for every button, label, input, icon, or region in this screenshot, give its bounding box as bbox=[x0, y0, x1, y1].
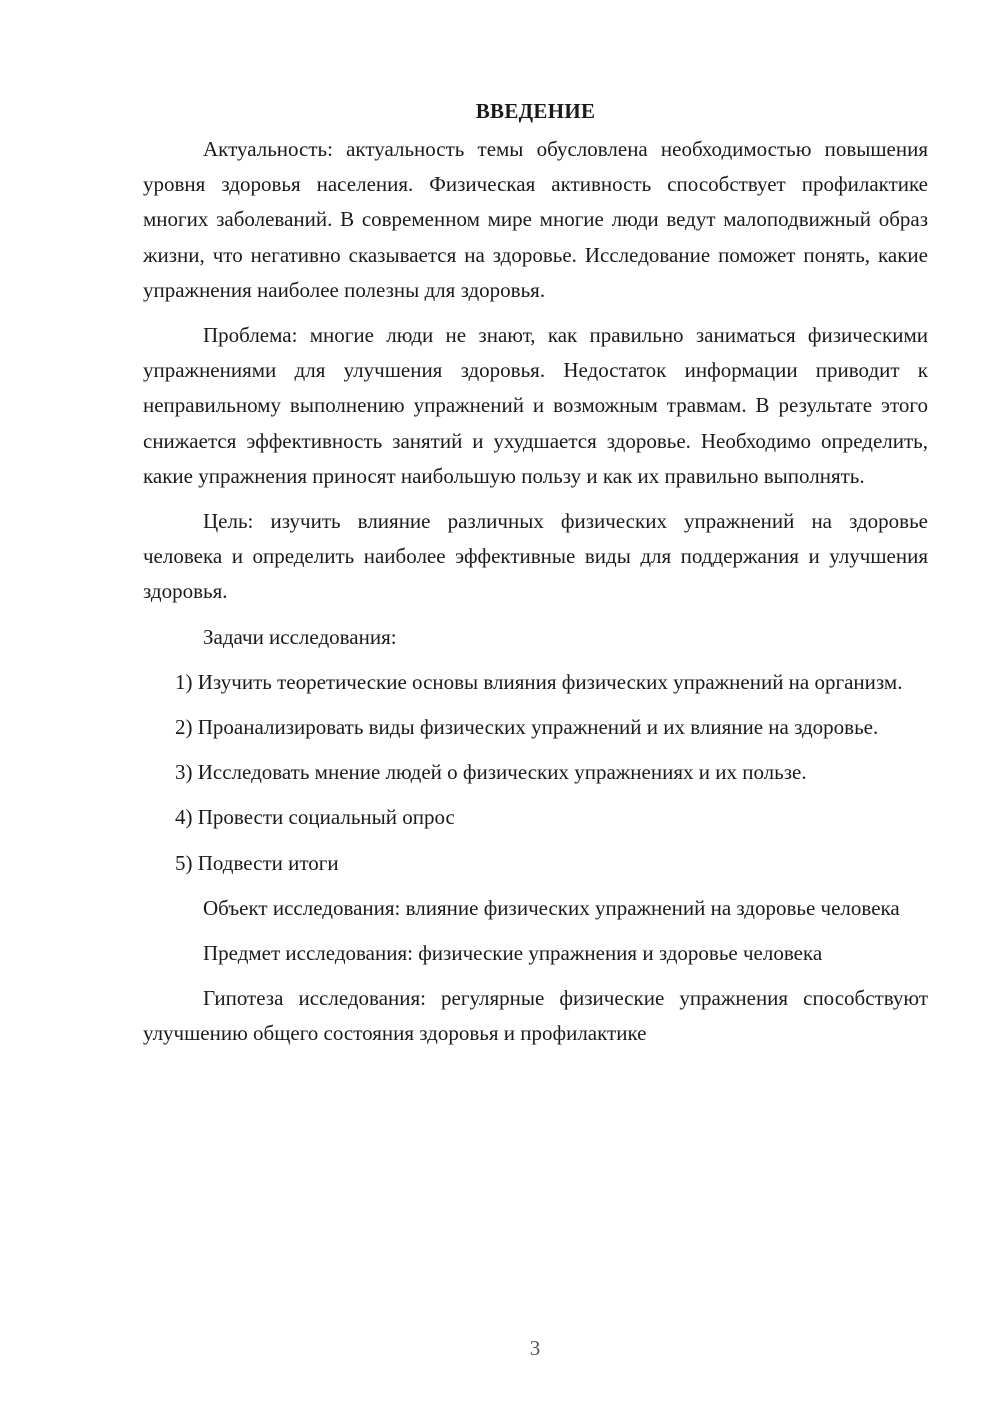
task-item-5: 5) Подвести итоги bbox=[175, 850, 339, 875]
hypothesis-paragraph: Гипотеза исследования: регулярные физические упражнения способствуют улучшению общего состояния здоровья и профилактике bbox=[143, 986, 928, 1046]
document-page bbox=[143, 96, 928, 1062]
page-number: 3 bbox=[529, 1336, 541, 1360]
research-object-paragraph: Объект исследования: влияние физических упражнений на здоровье человека bbox=[203, 895, 900, 920]
tasks-intro: Задачи исследования: bbox=[203, 624, 397, 649]
problem-paragraph: Проблема: многие люди не знают, как правильно заниматься физическими упражнениями для улучшения здоровья. Недостаток информации приводит к неправильному выполнению упражнений и возможным травмам. В результате этого снижается эффективность занятий и ухудшается здоровье. Необходимо определить, какие упражнения приносят наибольшую пользу и как их правильно выполнять. bbox=[143, 323, 928, 488]
task-item-2: 2) Проанализировать виды физических упражнений и их влияние на здоровье. bbox=[175, 715, 879, 740]
tasks-list bbox=[143, 665, 928, 881]
task-item-4: 4) Провести социальный опрос bbox=[175, 805, 455, 830]
goal-paragraph: Цель: изучить влияние различных физических упражнений на здоровье человека и определить наиболее эффективные виды для поддержания и улучшения здоровья. bbox=[143, 509, 928, 604]
task-item-1: 1) Изучить теоретические основы влияния физических упражнений на организм. bbox=[175, 669, 903, 694]
task-item-3: 3) Исследовать мнение людей о физических упражнениях и их пользе. bbox=[175, 760, 807, 785]
relevance-paragraph: Актуальность: актуальность темы обусловлена необходимостью повышения уровня здоровья населения. Физическая активность способствует профилактике многих заболеваний. В современном мире многие люди ведут малоподвижный образ жизни, что негативно сказывается на здоровье. Исследование поможет понять, какие упражнения наиболее полезны для здоровья. bbox=[143, 137, 928, 302]
section-heading: ВВЕДЕНИЕ bbox=[475, 99, 596, 123]
research-subject-paragraph: Предмет исследования: физические упражнения и здоровье человека bbox=[203, 941, 823, 966]
